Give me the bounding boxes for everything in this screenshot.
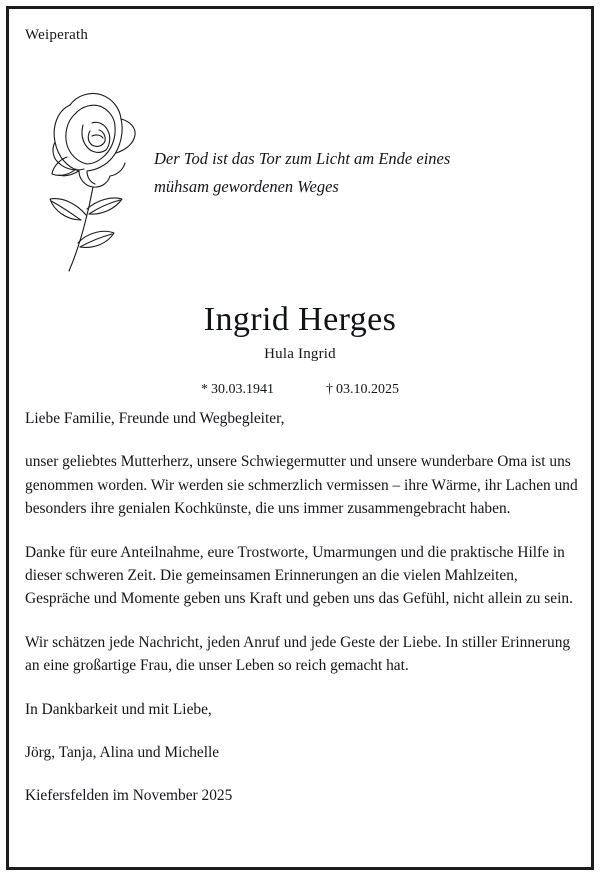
- signatories: Jörg, Tanja, Alina und Michelle: [25, 744, 220, 762]
- death-date-value: 03.10.2025: [336, 382, 399, 398]
- death-date: [326, 382, 399, 398]
- location-label: Weiperath: [25, 27, 89, 43]
- obituary-body: [25, 407, 581, 808]
- paragraph-1: unser geliebtes Mutterherz, unsere Schwiegermutter und unsere wunderbare Oma ist uns genommen worden. Wir werden sie schmerzlich vermissen – ihre Wärme, ihr Lachen und besonders ihre genialen Kochkünste, die uns immer zusammengebracht haben.: [25, 453, 578, 518]
- obituary-content: [9, 9, 591, 867]
- memorial-quote: Der Tod ist das Tor zum Licht am Ende eines mühsam gewordenen Weges: [154, 149, 451, 197]
- paragraph-2: Danke für eure Anteilnahme, eure Trostworte, Umarmungen und die praktische Hilfe in dieser schweren Zeit. Die gemeinsamen Erinnerungen an die vielen Mahlzeiten, Gespräche und Momente geben uns Kraft und geben uns das Gefühl, nicht allein zu sein.: [25, 543, 573, 608]
- obituary-card: [6, 6, 594, 870]
- closing-line: In Dankbarkeit und mit Liebe,: [25, 700, 212, 718]
- birth-star-icon: *: [201, 382, 208, 398]
- birth-date: [201, 382, 274, 398]
- place-and-date: Kiefersfelden im November 2025: [25, 787, 233, 805]
- paragraph-3: Wir schätzen jede Nachricht, jeden Anruf und jede Geste der Liebe. In stiller Erinnerung an eine großartige Frau, die unser Leben so reich gemacht hat.: [25, 633, 571, 675]
- death-cross-icon: †: [326, 382, 333, 398]
- deceased-nickname: Hula Ingrid: [264, 346, 336, 363]
- birth-date-value: 30.03.1941: [211, 382, 274, 398]
- salutation: Liebe Familie, Freunde und Wegbegleiter,: [25, 410, 285, 427]
- rose-illustration: [29, 57, 149, 277]
- deceased-name: Ingrid Herges: [203, 301, 397, 338]
- life-dates: [9, 382, 591, 398]
- name-block: [9, 301, 591, 398]
